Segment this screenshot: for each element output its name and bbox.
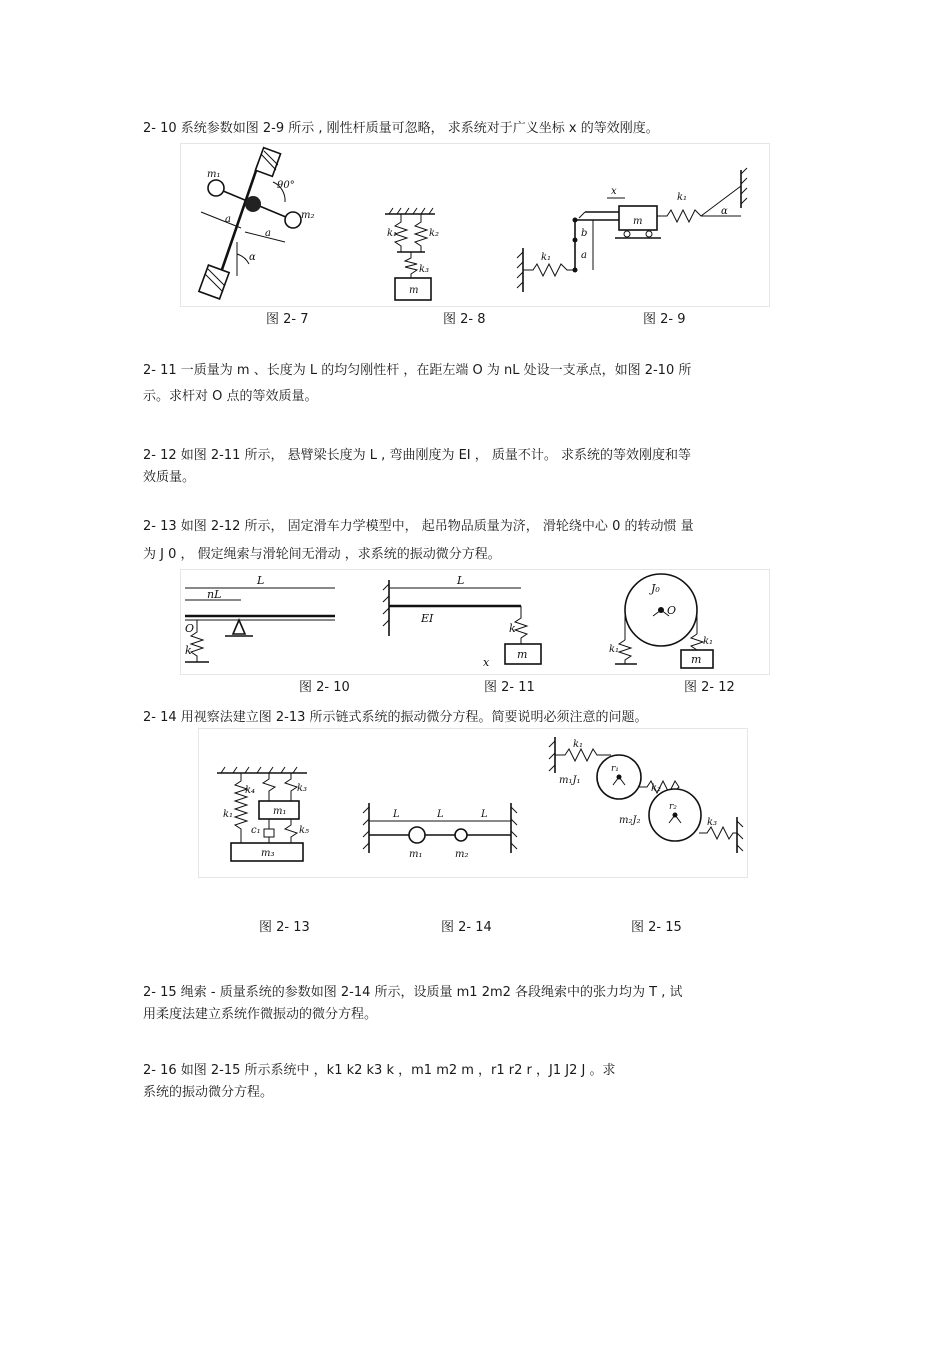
problem-2-16-line-2: 系统的振动微分方程。	[143, 1085, 274, 1100]
figure-row-1	[180, 143, 770, 307]
problem-2-13-line-1: 2- 13 如图 2-12 所示， 固定滑车力学模型中， 起吊物品质量为济， 滑轮绕中心 0 的转动惯 量	[143, 519, 694, 534]
problem-2-14: 2- 14 用视察法建立图 2-13 所示链式系统的振动微分方程。简要说明必须注意的问题。	[143, 710, 648, 725]
figures-2-10-to-2-12	[181, 570, 769, 674]
label-k1-29-bottom: k₁	[541, 252, 552, 263]
label-m-211: m	[517, 648, 528, 661]
label-alpha-27: α	[249, 252, 256, 263]
label-m-29: m	[633, 216, 643, 227]
label-m2-214: m₂	[455, 849, 469, 860]
label-k1-29-top: k₁	[677, 192, 688, 203]
caption-fig-2-13: 图 2- 13	[259, 920, 310, 935]
label-L-210: L	[257, 574, 265, 587]
figure-row-3	[198, 728, 748, 878]
label-r1-215: r₁	[611, 764, 619, 774]
label-m1-214: m₁	[409, 849, 423, 860]
label-k4-213: k₄	[245, 785, 256, 796]
problem-2-16-line-1: 2- 16 如图 2-15 所示系统中 ，k1 k2 k3 k ，m1 m2 m ，r1 r2 r ，J1 J2 J 。求	[143, 1063, 616, 1078]
label-L-214-b: L	[437, 809, 444, 820]
problem-2-12-line-1: 2- 12 如图 2-11 所示， 悬臂梁长度为 L , 弯曲刚度为 EI ， 质量不计。 求系统的等效刚度和等	[143, 448, 692, 463]
figure-2-13-drawing	[217, 767, 309, 861]
label-k1-212-right: k₁	[703, 636, 714, 647]
label-m2J2-215: m₂J₂	[619, 815, 641, 826]
figure-row-2	[180, 569, 770, 675]
label-k1-213: k₁	[223, 809, 234, 820]
label-k3-28: k₃	[419, 264, 430, 275]
problem-2-12-line-2: 效质量。	[143, 470, 196, 485]
caption-fig-2-7: 图 2- 7	[266, 312, 309, 327]
label-k1-212-left: k₁	[609, 644, 620, 655]
label-J0-212: J₀	[651, 582, 660, 595]
figure-2-12-drawing	[609, 574, 713, 668]
problem-2-10: 2- 10 系统参数如图 2-9 所示 , 刚性杆质量可忽略， 求系统对于广义坐标 x 的等效刚度。	[143, 121, 659, 136]
figure-2-10-drawing	[185, 574, 335, 662]
problem-2-11-line-2: 示。求杆对 O 点的等效质量。	[143, 389, 318, 404]
label-k2-215: k₂	[651, 783, 662, 794]
label-m2: m₂	[301, 210, 315, 221]
label-b-29: b	[581, 228, 588, 239]
caption-fig-2-11: 图 2- 11	[484, 680, 535, 695]
figure-2-11-drawing	[383, 574, 541, 669]
label-a-right: a	[265, 228, 271, 239]
figure-2-7-drawing	[199, 148, 315, 299]
label-L-214-a: L	[393, 809, 400, 820]
label-m3-213: m₃	[261, 848, 275, 859]
caption-fig-2-15: 图 2- 15	[631, 920, 682, 935]
problem-2-15-line-2: 用柔度法建立系统作微振动的微分方程。	[143, 1007, 378, 1022]
label-a-29: a	[581, 250, 587, 261]
caption-fig-2-14: 图 2- 14	[441, 920, 492, 935]
figure-2-9-drawing	[517, 168, 747, 292]
label-O-210: O	[185, 622, 195, 635]
label-k3-213: k₃	[297, 783, 308, 794]
label-O-212: O	[667, 604, 677, 617]
label-L-211: L	[457, 574, 465, 587]
label-m1-213: m₁	[273, 806, 287, 817]
label-k-211: k	[509, 622, 516, 635]
label-k2-28: k₂	[429, 228, 440, 239]
caption-fig-2-10: 图 2- 10	[299, 680, 350, 695]
label-r2-215: r₂	[669, 802, 677, 812]
caption-fig-2-12: 图 2- 12	[684, 680, 735, 695]
label-x-211: x	[483, 656, 490, 669]
label-k1-28: k₁	[387, 228, 398, 239]
caption-fig-2-8: 图 2- 8	[443, 312, 486, 327]
figure-2-14-drawing	[363, 803, 517, 860]
label-EI-211: EI	[421, 612, 434, 625]
label-k1-215: k₁	[573, 739, 584, 750]
problem-2-15-line-1: 2- 15 绳索 - 质量系统的参数如图 2-14 所示，设质量 m1 2m2 各段绳索中的张力均为 T , 试	[143, 985, 683, 1000]
label-m-212: m	[691, 653, 702, 666]
figure-2-15-drawing	[549, 737, 743, 853]
problem-2-13-line-2: 为 J 0 ， 假定绳索与滑轮间无滑动 ，求系统的振动微分方程。	[143, 547, 501, 562]
label-x-29: x	[611, 186, 617, 197]
label-m1: m₁	[207, 169, 221, 180]
label-nL-210: nL	[207, 588, 222, 601]
label-alpha-29: α	[721, 206, 728, 217]
label-m-28: m	[409, 285, 419, 296]
caption-fig-2-9: 图 2- 9	[643, 312, 686, 327]
figures-2-7-to-2-9	[181, 144, 769, 306]
label-k3-215: k₃	[707, 817, 718, 828]
label-90deg: 90°	[277, 180, 295, 191]
label-c1-213: c₁	[251, 825, 261, 836]
figures-2-13-to-2-15	[199, 729, 747, 877]
label-m1J1-215: m₁J₁	[559, 775, 581, 786]
label-L-214-c: L	[481, 809, 488, 820]
problem-2-11-line-1: 2- 11 一质量为 m 、长度为 L 的均匀刚性杆 ，在距左端 O 为 nL 处设一支承点，如图 2-10 所	[143, 363, 692, 378]
label-a-left: a	[225, 214, 231, 225]
figure-2-8-drawing	[385, 208, 439, 300]
label-k-210: k	[185, 644, 192, 657]
label-k5-213: k₅	[299, 825, 310, 836]
